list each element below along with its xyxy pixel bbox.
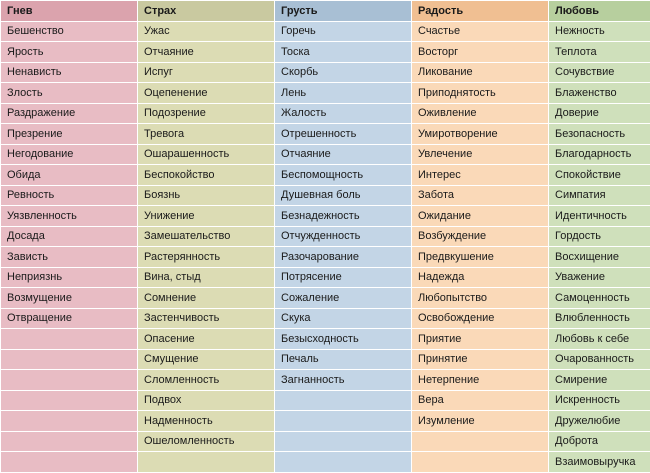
table-cell: Неприязнь	[1, 267, 138, 288]
table-cell: Злость	[1, 83, 138, 104]
table-cell	[275, 390, 412, 411]
table-cell	[1, 431, 138, 452]
table-cell: Обида	[1, 165, 138, 186]
table-cell: Застенчивость	[138, 308, 275, 329]
table-cell: Боязнь	[138, 185, 275, 206]
table-cell: Печаль	[275, 349, 412, 370]
table-cell: Интерес	[412, 165, 549, 186]
table-cell: Умиротворение	[412, 124, 549, 145]
table-cell: Отвращение	[1, 308, 138, 329]
table-cell: Освобождение	[412, 308, 549, 329]
table-row	[1, 370, 650, 391]
table-cell	[1, 349, 138, 370]
table-cell: Безопасность	[549, 124, 650, 145]
table-cell: Подозрение	[138, 103, 275, 124]
table-cell	[138, 452, 275, 473]
table-cell: Зависть	[1, 247, 138, 268]
table-cell: Влюбленность	[549, 308, 650, 329]
table-row	[1, 431, 650, 452]
table-row	[1, 452, 650, 473]
table-cell: Доброта	[549, 431, 650, 452]
table-cell: Скорбь	[275, 62, 412, 83]
table-cell: Ошарашенность	[138, 144, 275, 165]
table-cell: Загнанность	[275, 370, 412, 391]
table-cell	[275, 452, 412, 473]
table-cell: Предвкушение	[412, 247, 549, 268]
table-cell: Приподнятость	[412, 83, 549, 104]
table-cell: Жалость	[275, 103, 412, 124]
table-cell: Беспомощность	[275, 165, 412, 186]
column-header-sadness: Грусть	[275, 1, 412, 22]
table-cell: Отчужденность	[275, 226, 412, 247]
table-cell: Доверие	[549, 103, 650, 124]
table-cell: Негодование	[1, 144, 138, 165]
table-cell: Опасение	[138, 329, 275, 350]
column-header-joy: Радость	[412, 1, 549, 22]
table-cell: Принятие	[412, 349, 549, 370]
table-cell: Растерянность	[138, 247, 275, 268]
table-cell: Блаженство	[549, 83, 650, 104]
table-cell: Уважение	[549, 267, 650, 288]
column-header-fear: Страх	[138, 1, 275, 22]
table-cell: Гордость	[549, 226, 650, 247]
table-cell: Надменность	[138, 411, 275, 432]
table-cell: Ужас	[138, 21, 275, 42]
table-cell: Восторг	[412, 42, 549, 63]
table-row	[1, 329, 650, 350]
table-cell: Оживление	[412, 103, 549, 124]
table-row	[1, 288, 650, 309]
table-row	[1, 21, 650, 42]
table-row	[1, 247, 650, 268]
table-cell: Лень	[275, 83, 412, 104]
table-cell: Отчаяние	[138, 42, 275, 63]
table-cell	[1, 452, 138, 473]
table-cell: Сожаление	[275, 288, 412, 309]
table-cell: Подвох	[138, 390, 275, 411]
table-row	[1, 165, 650, 186]
table-cell: Разочарование	[275, 247, 412, 268]
table-row	[1, 185, 650, 206]
table-cell: Горечь	[275, 21, 412, 42]
table-cell: Взаимовыручка	[549, 452, 650, 473]
table-cell: Замешательство	[138, 226, 275, 247]
table-cell: Безнадежность	[275, 206, 412, 227]
table-row	[1, 308, 650, 329]
table-cell: Беспокойство	[138, 165, 275, 186]
table-cell: Очарованность	[549, 349, 650, 370]
table-cell: Испуг	[138, 62, 275, 83]
table-cell: Сомнение	[138, 288, 275, 309]
table-cell: Потрясение	[275, 267, 412, 288]
table-cell: Восхищение	[549, 247, 650, 268]
table-cell: Возбуждение	[412, 226, 549, 247]
table-cell: Тоска	[275, 42, 412, 63]
table-row	[1, 124, 650, 145]
table-cell: Спокойствие	[549, 165, 650, 186]
table-cell: Душевная боль	[275, 185, 412, 206]
table-cell: Бешенство	[1, 21, 138, 42]
table-cell: Ошеломленность	[138, 431, 275, 452]
table-cell: Любовь к себе	[549, 329, 650, 350]
table-row	[1, 411, 650, 432]
table-cell: Унижение	[138, 206, 275, 227]
table-body	[1, 21, 650, 472]
table-row	[1, 144, 650, 165]
table-cell: Отчаяние	[275, 144, 412, 165]
table-row	[1, 390, 650, 411]
table-cell: Ревность	[1, 185, 138, 206]
table-cell: Дружелюбие	[549, 411, 650, 432]
table-row	[1, 206, 650, 227]
table-cell: Смущение	[138, 349, 275, 370]
table-cell: Ожидание	[412, 206, 549, 227]
table-cell: Ликование	[412, 62, 549, 83]
table-cell: Увлечение	[412, 144, 549, 165]
table-row	[1, 83, 650, 104]
table-cell: Нежность	[549, 21, 650, 42]
table-cell: Раздражение	[1, 103, 138, 124]
table-cell: Тревога	[138, 124, 275, 145]
table-cell: Вера	[412, 390, 549, 411]
table-header	[1, 1, 650, 22]
table-cell	[275, 411, 412, 432]
table-cell: Самоценность	[549, 288, 650, 309]
table-cell: Счастье	[412, 21, 549, 42]
table-row	[1, 267, 650, 288]
table-cell: Любопытство	[412, 288, 549, 309]
table-cell	[412, 431, 549, 452]
table-cell: Досада	[1, 226, 138, 247]
table-cell: Сочувствие	[549, 62, 650, 83]
table-cell: Смирение	[549, 370, 650, 391]
table-cell: Скука	[275, 308, 412, 329]
table-cell: Безысходность	[275, 329, 412, 350]
table-cell: Отрешенность	[275, 124, 412, 145]
table-cell: Забота	[412, 185, 549, 206]
table-cell: Надежда	[412, 267, 549, 288]
table-cell: Вина, стыд	[138, 267, 275, 288]
column-header-love: Любовь	[549, 1, 650, 22]
table-cell: Нетерпение	[412, 370, 549, 391]
table-cell	[1, 329, 138, 350]
table-cell: Теплота	[549, 42, 650, 63]
table-cell	[1, 411, 138, 432]
table-cell: Ненависть	[1, 62, 138, 83]
table-cell: Благодарность	[549, 144, 650, 165]
table-header-row	[1, 1, 650, 22]
table-cell: Искренность	[549, 390, 650, 411]
table-cell: Возмущение	[1, 288, 138, 309]
table-row	[1, 42, 650, 63]
table-row	[1, 226, 650, 247]
table-cell: Приятие	[412, 329, 549, 350]
table-cell	[412, 452, 549, 473]
table-cell: Симпатия	[549, 185, 650, 206]
table-cell: Презрение	[1, 124, 138, 145]
table-cell	[275, 431, 412, 452]
column-header-anger: Гнев	[1, 1, 138, 22]
table-cell: Уязвленность	[1, 206, 138, 227]
table-cell: Изумление	[412, 411, 549, 432]
table-cell: Оцепенение	[138, 83, 275, 104]
table-cell: Идентичность	[549, 206, 650, 227]
table-row	[1, 349, 650, 370]
table-cell	[1, 370, 138, 391]
table-cell: Сломленность	[138, 370, 275, 391]
table-cell	[1, 390, 138, 411]
table-row	[1, 62, 650, 83]
table-row	[1, 103, 650, 124]
table-cell: Ярость	[1, 42, 138, 63]
